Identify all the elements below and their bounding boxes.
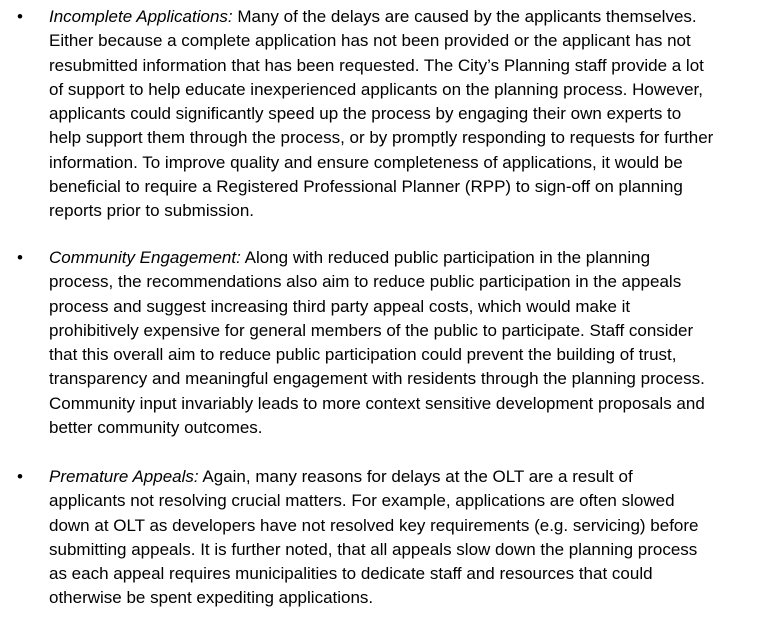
paragraph-line: reports prior to submission.	[49, 201, 255, 221]
paragraph-line: applicants not resolving crucial matters. For example, applications are often slowed	[49, 491, 675, 511]
paragraph-line	[49, 246, 773, 270]
paragraph-line	[49, 5, 773, 29]
bullet-marker: •	[17, 467, 23, 486]
paragraph-line: resubmitted information that has been requested. The City’s Planning staff provide a lot	[49, 55, 704, 75]
paragraph-line: submitting appeals. It is further noted, that all appeals slow down the planning process	[49, 539, 698, 559]
paragraph-line: Community input invariably leads to more context sensitive development proposals and	[49, 393, 705, 413]
paragraph-line: beneficial to require a Registered Professional Planner (RPP) to sign-off on planning	[49, 177, 683, 197]
paragraph-line: transparency and meaningful engagement with residents through the planning process.	[49, 369, 705, 389]
paragraph-line: process, the recommendations also aim to reduce public participation in the appeals	[49, 272, 682, 292]
paragraph-line: as each appeal requires municipalities to dedicate staff and resources that could	[49, 564, 653, 584]
line-text: Many of the delays are caused by the applicants themselves.	[232, 7, 697, 26]
bullet-term: Incomplete Applications:	[49, 7, 233, 26]
paragraph-line: down at OLT as developers have not resolved key requirements (e.g. servicing) before	[49, 515, 699, 535]
paragraph-line: process and suggest increasing third party appeal costs, which would make it	[49, 296, 631, 316]
paragraph-line: of support to help educate inexperienced applicants on the planning process. However,	[49, 79, 703, 99]
paragraph-line: otherwise be spent expediting applications.	[49, 588, 374, 608]
bullet-term: Community Engagement:	[49, 248, 241, 267]
bullet-term: Premature Appeals:	[49, 467, 199, 486]
paragraph-line: help support them through the process, or by promptly responding to requests for further	[49, 128, 714, 148]
bullet-paragraph	[49, 5, 773, 224]
paragraph-line: Either because a complete application has not been provided or the applicant has not	[49, 31, 691, 51]
bullet-marker: •	[17, 248, 23, 267]
line-text: Along with reduced public participation in the planning	[240, 248, 651, 267]
bullet-marker: •	[17, 7, 23, 26]
bullet-paragraph	[49, 246, 773, 440]
paragraph-line: applicants could significantly speed up the process by engaging their own experts to	[49, 104, 682, 124]
line-text: Again, many reasons for delays at the OLT are a result of	[198, 467, 633, 486]
paragraph-line	[49, 465, 773, 489]
bullet-paragraph	[49, 465, 773, 611]
paragraph-line: prohibitively expensive for general members of the public to participate. Staff consider	[49, 320, 694, 340]
paragraph-line: better community outcomes.	[49, 418, 263, 438]
paragraph-line: that this overall aim to reduce public participation could prevent the building of trust,	[49, 345, 677, 365]
paragraph-line: information. To improve quality and ensure completeness of applications, it would be	[49, 152, 683, 172]
